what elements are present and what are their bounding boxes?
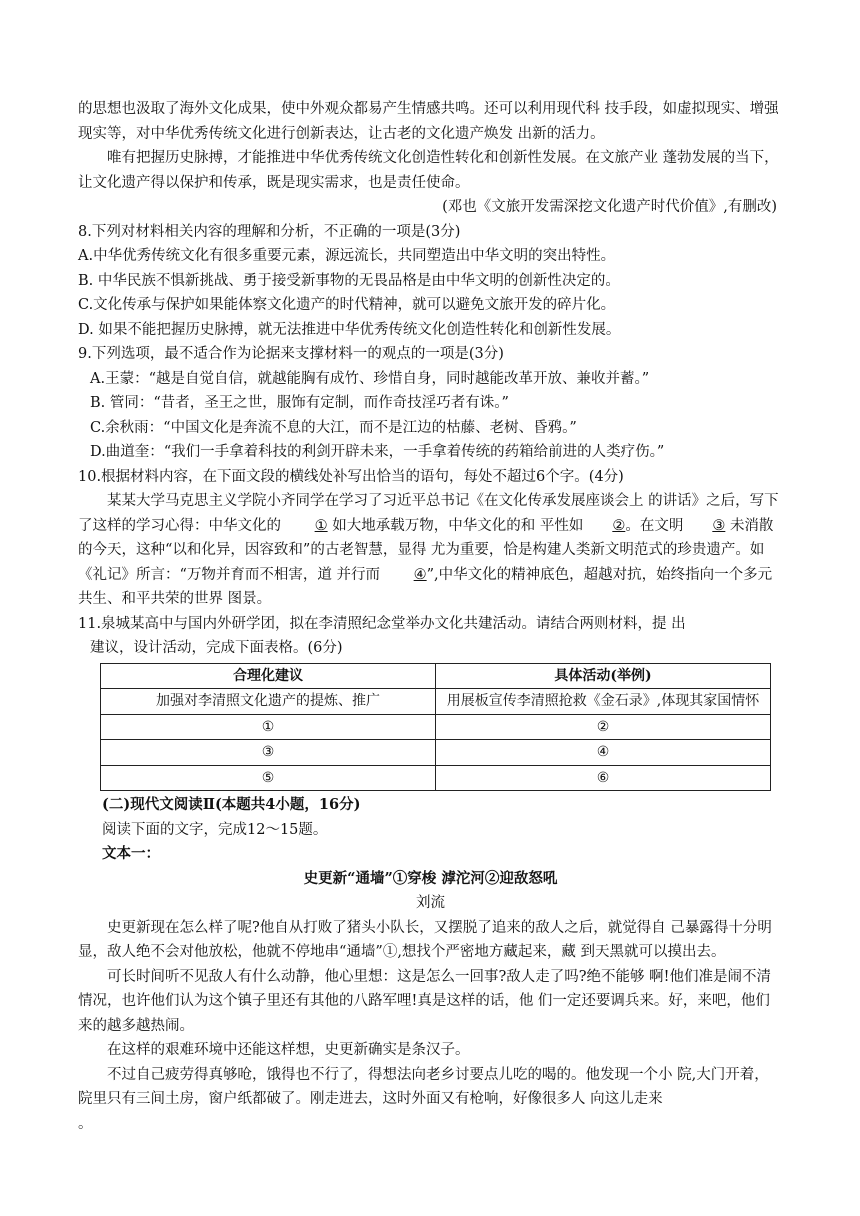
option-c: C.文化传承与保护如果能体察文化遗产的时代精神，就可以避免文旅开发的碎片化。 [78, 297, 616, 313]
blank-2[interactable]: ② [612, 517, 626, 534]
table-row [101, 689, 771, 715]
passage-paragraph: 唯有把握历史脉搏，才能推进中华优秀传统文化创造性转化和创新性发展。在文旅产业 蓬勃发展的当下，让文化遗产得以保护和传承，既是现实需求，也是责任使命。 [78, 150, 779, 191]
column-header: 具体活动(举例) [436, 663, 771, 689]
answer-cell[interactable]: ⑤ [101, 765, 436, 791]
section-2 [78, 793, 783, 867]
question-stem-continued: 建议，设计活动，完成下面表格。(6分) [90, 640, 343, 656]
passage-source: (邓也《文旅开发需深挖文化遗产时代价值》,有删改) [442, 199, 777, 215]
table-cell: 加强对李清照文化遗产的提炼、推广 [101, 689, 436, 715]
blank-1[interactable]: ① [314, 517, 328, 534]
passage-paragraph: 的思想也汲取了海外文化成果，使中外观众都易产生情感共鸣。还可以利用现代科 技手段，如虚拟现实、增强现实等，对中华优秀传统文化进行创新表达，让古老的文化遗产焕发 出新的活力。 [78, 101, 779, 142]
option-d: D. 如果不能把握历史脉搏，就无法推进中华优秀传统文化创造性转化和创新性发展。 [78, 321, 621, 338]
blank-4[interactable]: ④ [413, 566, 427, 583]
question-stem: 8.下列对材料相关内容的理解和分析，不正确的一项是(3分) [78, 223, 461, 240]
answer-cell[interactable]: ② [436, 714, 771, 740]
story-paragraph: 史更新现在怎么样了呢?他自从打败了猪头小队长，又摆脱了追来的敌人之后，就觉得自 己暴露得十分明显，敌人绝不会对他放松，他就不停地串“通墙”①,想找个严密地方藏起来，藏 到天黑就可以摸出去。 [78, 919, 772, 960]
answer-cell[interactable]: ⑥ [436, 765, 771, 791]
table-header-row [101, 663, 771, 689]
answer-cell[interactable]: ③ [101, 740, 436, 766]
option-b: B. 中华民族不惧新挑战、勇于接受新事物的无畏品格是由中华文明的创新性决定的。 [78, 272, 620, 289]
answer-cell[interactable]: ① [101, 714, 436, 740]
column-header: 合理化建议 [101, 663, 436, 689]
blank-3[interactable]: ③ [712, 517, 726, 534]
exam-page [78, 97, 783, 1136]
passage-text: 。在文明 [625, 517, 684, 534]
option-a: A.中华优秀传统文化有很多重要元素，源远流长，共同塑造出中华文明的突出特性。 [78, 248, 616, 264]
option-b: B. 管同：“昔者，圣王之世，服饰有定制，而作奇技淫巧者有诛。” [90, 395, 509, 411]
option-c: C.余秋雨：“中国文化是奔流不息的大江，而不是江边的枯藤、老树、昏鸦。” [90, 419, 577, 436]
story-title: 史更新“通墙”①穿梭 滹沱河②迎敌怒吼 [303, 869, 558, 887]
question-9 [78, 342, 783, 465]
story-text: 不过自己疲劳得真够呛，饿得也不行了，得想法向老乡讨要点儿吃的喝的。他发现一个小 院,大门开着，院里只有三间土房，窗户纸都破了。刚走进去，这时外面又有枪响，好像很多人 向这儿走来 [78, 1066, 769, 1107]
question-stem: 9.下列选项，最不适合作为论据来支撑材料一的观点的一项是(3分) [78, 346, 504, 362]
option-d: D.曲道奎：“我们一手拿着科技的利剑开辟未来，一手拿着传统的药箱给前进的人类疗伤。” [90, 444, 665, 460]
question-10 [78, 465, 783, 612]
question-stem: 11.泉城某高中与国内外研学团，拟在李清照纪念堂举办文化共建活动。请结合两则材料，提 出 [78, 615, 686, 632]
fill-in-passage [78, 489, 783, 612]
question-stem: 10.根据材料内容，在下面文段的横线处补写出恰当的语句，每处不超过6个字。(4分) [78, 468, 624, 485]
table-row [101, 765, 771, 791]
section-heading: (二)现代文阅读Ⅱ(本题共4小题，16分) [102, 796, 361, 813]
story-paragraph [78, 1063, 783, 1137]
answer-table [100, 663, 771, 792]
passage-text: 如大地承载万物，中华文化的和 平性如 [332, 517, 584, 534]
answer-cell[interactable]: ④ [436, 740, 771, 766]
question-11 [78, 612, 783, 792]
question-8 [78, 220, 783, 343]
story-text-end: 。 [78, 1115, 93, 1132]
story-paragraph: 可长时间听不见敌人有什么动静，他心里想：这是怎么一回事?敌人走了吗?绝不能够 啊!他们准是闹不清情况，也许他们认为这个镇子里还有其他的八路军哩!真是这样的话，他 们一定还要调兵来。好，来吧，他们来的越多越热闹。 [78, 968, 771, 1034]
story-author: 刘流 [416, 895, 445, 911]
table-row [101, 740, 771, 766]
passage-text: 某某大学马克思主义学院小齐同学在学习了习近平总书记《在文化传承发展座谈会上 的讲话》之后，写下了这样的学习心得：中华文化的 [78, 493, 779, 534]
table-cell: 用展板宣传李清照抢救《金石录》,体现其家国情怀 [436, 689, 771, 715]
story-paragraph: 在这样的艰难环境中还能这样想，史更新确实是条汉子。 [107, 1042, 470, 1058]
passage-text: 未消散的今天，这种“以和化异，因容致和”的古老智慧，显得 尤为重要，恰是构建人类新文明范式的珍贵遗产。如《礼记》所言：“万物并育而不相害，道 并行而 [78, 517, 774, 583]
story [78, 867, 783, 1137]
option-a: A.王蒙：“越是自觉自信，就越能胸有成竹、珍惜自身，同时越能改革开放、兼收并蓄。” [90, 370, 650, 387]
table-row [101, 714, 771, 740]
passage-text: ”,中华文化的精神底色，超越对抗，始终指向一个多元共生、和平共荣的世界 图景。 [78, 566, 773, 607]
text-label: 文本一： [102, 845, 160, 862]
section-instruction: 阅读下面的文字，完成12～15题。 [102, 821, 328, 838]
